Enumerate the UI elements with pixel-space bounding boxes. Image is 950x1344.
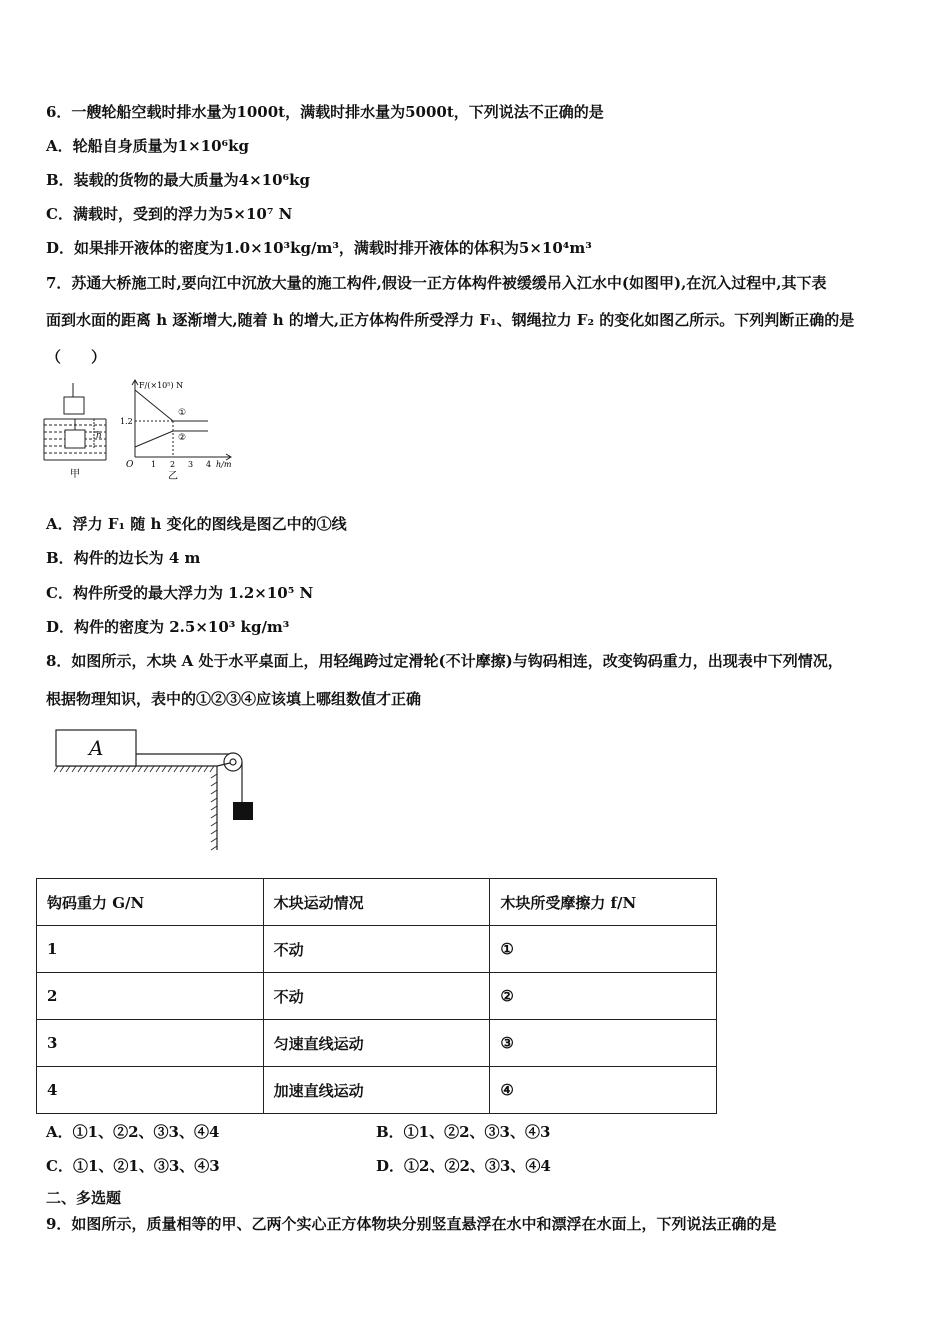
table-header-cell: 木块所受摩擦力 f/N bbox=[490, 879, 717, 926]
q7-h-label: h bbox=[96, 431, 102, 441]
table-cell: 加速直线运动 bbox=[263, 1067, 490, 1114]
q7-option-d: D．构件的密度为 2.5×10³ kg/m³ bbox=[46, 618, 290, 636]
block-a-label: A bbox=[89, 736, 104, 760]
pulley bbox=[224, 753, 242, 771]
q7-x-axis-label: h/m bbox=[216, 460, 232, 469]
q8-option-a: A．①1、②2、③3、④4 bbox=[46, 1123, 220, 1141]
table-cell: 不动 bbox=[263, 926, 490, 973]
q6-option-b: B．装载的货物的最大质量为4×10⁶kg bbox=[46, 171, 311, 189]
table-cell: ② bbox=[490, 973, 717, 1020]
q6-option-d: D．如果排开液体的密度为1.0×10³kg/m³，满载时排开液体的体积为5×10⁴m³ bbox=[46, 239, 592, 257]
table-row bbox=[37, 1067, 717, 1114]
table-cell: 4 bbox=[37, 1067, 264, 1114]
q7-label-jia: 甲 bbox=[70, 469, 80, 480]
hook-weight bbox=[233, 802, 253, 820]
q7-figure-yi bbox=[132, 380, 231, 460]
table-row bbox=[37, 973, 717, 1020]
q7-x-tick-4: 4 bbox=[206, 460, 212, 469]
table-cell: 2 bbox=[37, 973, 264, 1020]
table-header-cell: 钩码重力 G/N bbox=[37, 879, 264, 926]
table-header-row bbox=[37, 879, 717, 926]
q8-stem-line2: 根据物理知识，表中的①②③④应该填上哪组数值才正确 bbox=[46, 690, 422, 708]
q7-origin: O bbox=[126, 460, 134, 470]
q7-option-a: A．浮力 F₁ 随 h 变化的图线是图乙中的①线 bbox=[46, 515, 347, 533]
q7-figure-jia bbox=[44, 383, 106, 460]
section-title: 二、多选题 bbox=[46, 1189, 122, 1207]
table-cell: 1 bbox=[37, 926, 264, 973]
q8-option-c: C．①1、②1、③3、④3 bbox=[46, 1157, 220, 1175]
q7-line-label-1: ① bbox=[178, 408, 187, 418]
q7-line-2 bbox=[135, 431, 173, 447]
table-cell: ① bbox=[490, 926, 717, 973]
q7-stem-line2: 面到水面的距离 h 逐渐增大,随着 h 的增大,正方体构件所受浮力 F₁、钢绳拉力 F₂ 的变化如图乙所示。下列判断正确的是 bbox=[46, 311, 855, 329]
q6-stem: 6．一艘轮船空载时排水量为1000t，满载时排水量为5000t，下列说法不正确的是 bbox=[46, 103, 604, 121]
q7-line-1 bbox=[135, 390, 173, 421]
table-header-cell: 木块运动情况 bbox=[263, 879, 490, 926]
q7-stem-line1: 7．苏通大桥施工时,要向江中沉放大量的施工构件,假设一正方体构件被缓缓吊入江水中(如图甲),在沉入过程中,其下表 bbox=[46, 274, 827, 292]
table-row bbox=[37, 926, 717, 973]
q7-line-label-2: ② bbox=[178, 433, 187, 443]
q8-option-d: D．①2、②2、③3、④4 bbox=[376, 1157, 551, 1175]
table-cell: ④ bbox=[490, 1067, 717, 1114]
q6-option-c: C．满载时，受到的浮力为5×10⁷ N bbox=[46, 205, 293, 223]
table-cell: ③ bbox=[490, 1020, 717, 1067]
q7-x-tick-2: 2 bbox=[170, 460, 176, 469]
table-row bbox=[37, 1020, 717, 1067]
table-cell: 3 bbox=[37, 1020, 264, 1067]
q8-figure bbox=[52, 726, 272, 856]
q6-option-a: A．轮船自身质量为1×10⁶kg bbox=[46, 137, 249, 155]
table-cell: 不动 bbox=[263, 973, 490, 1020]
q7-x-tick-1: 1 bbox=[151, 460, 157, 469]
q8-stem-line1: 8．如图所示，木块 A 处于水平桌面上，用轻绳跨过定滑轮(不计摩擦)与钩码相连，改变钩码重力，出现表中下列情况， bbox=[46, 652, 843, 670]
q9-stem: 9．如图所示，质量相等的甲、乙两个实心正方体物块分别竖直悬浮在水中和漂浮在水面上，下列说法正确的是 bbox=[46, 1215, 777, 1233]
q7-x-tick-3: 3 bbox=[188, 460, 194, 469]
q8-table bbox=[36, 878, 717, 1114]
q7-stem-line3: （ ） bbox=[46, 348, 107, 366]
q7-label-yi: 乙 bbox=[168, 471, 178, 482]
table-cell: 匀速直线运动 bbox=[263, 1020, 490, 1067]
q7-figure bbox=[40, 375, 250, 485]
q7-y-tick: 1.2 bbox=[120, 417, 133, 426]
q8-option-b: B．①1、②2、③3、④3 bbox=[376, 1123, 551, 1141]
q7-option-b: B．构件的边长为 4 m bbox=[46, 549, 201, 567]
q7-y-axis-label: F/(×10⁵) N bbox=[139, 381, 184, 390]
q7-option-c: C．构件所受的最大浮力为 1.2×10⁵ N bbox=[46, 584, 314, 602]
